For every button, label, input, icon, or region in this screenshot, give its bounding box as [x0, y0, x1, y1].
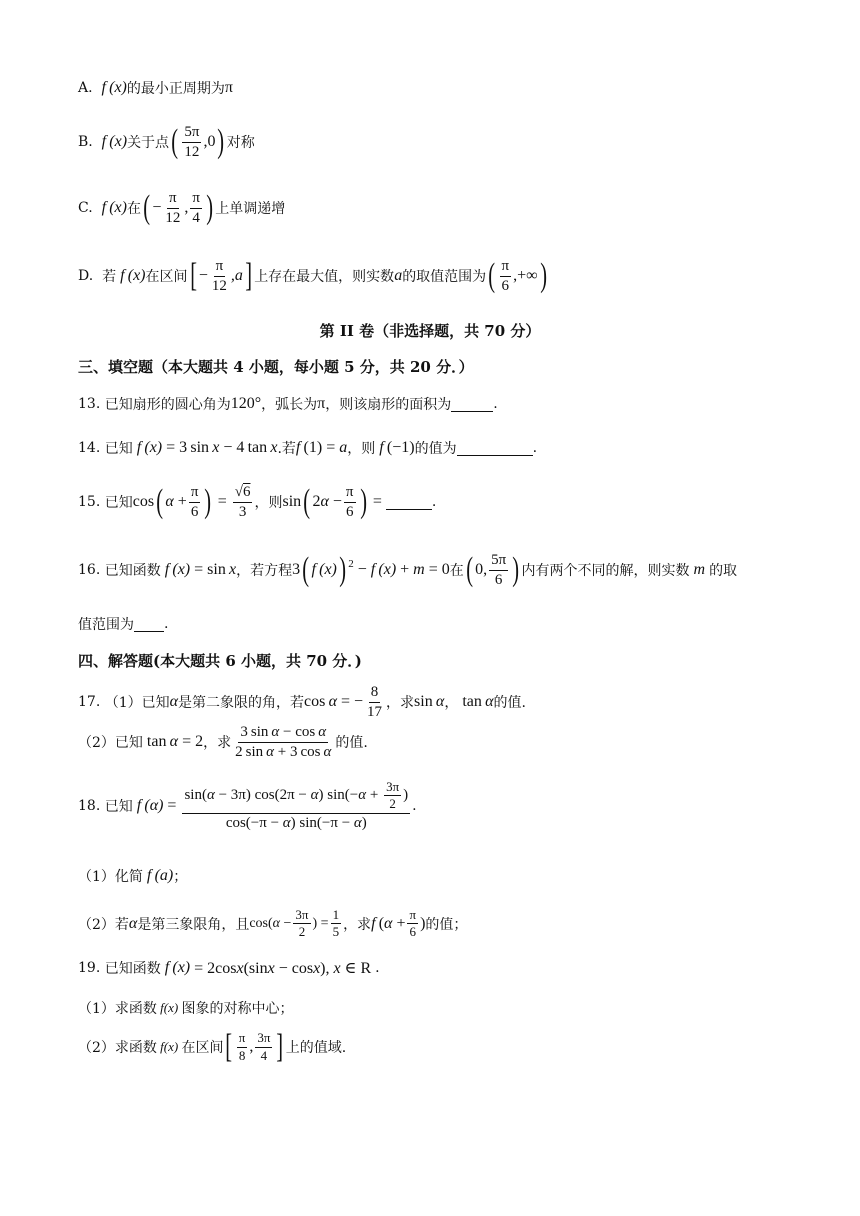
- math-expr: −: [353, 561, 371, 578]
- math-frac: $\frac{1}{5}$: [332, 907, 340, 940]
- math-expr: = sin: [190, 561, 230, 578]
- paren: (: [171, 123, 179, 160]
- math-frac: $\frac{\pi}{4}$: [192, 190, 200, 226]
- math-fx: f (x): [101, 133, 128, 150]
- option-label: D.: [78, 268, 94, 284]
- question-text: ，则: [254, 495, 283, 511]
- question-19-part1: [78, 998, 820, 1018]
- math-expr: sin: [414, 693, 433, 710]
- question-text: 的取: [709, 563, 738, 579]
- bracket: [: [189, 257, 197, 294]
- math-text: ,a: [230, 267, 243, 284]
- question-text: 已知: [104, 441, 133, 457]
- question-number: 19.: [78, 960, 101, 976]
- math-text: −: [152, 199, 162, 216]
- math-expr: α: [320, 493, 329, 510]
- option-c: [78, 190, 820, 226]
- math-expr: f (x): [160, 561, 191, 578]
- option-b: [78, 124, 820, 160]
- paren: ): [217, 123, 225, 160]
- option-text: 上单调递增: [215, 201, 286, 217]
- bracket: [: [225, 1028, 233, 1065]
- question-number: 18.: [78, 797, 101, 814]
- question-text: （1）已知: [104, 695, 170, 711]
- math-frac: $\frac{\pi}{6}$: [501, 258, 510, 294]
- question-text: 在: [449, 563, 464, 579]
- math-a: a: [394, 267, 403, 284]
- question-text: 的值.: [493, 695, 526, 711]
- question-text: .: [375, 960, 380, 976]
- question-text: （2）已知: [78, 735, 143, 751]
- math-frac: $\frac{\text{3 sin α − cos α}}{\text{2 sin α + 3 cos α}}$: [235, 724, 332, 760]
- math-expr: α: [325, 693, 337, 710]
- question-18-part2: [78, 908, 820, 940]
- question-text: .: [164, 616, 169, 632]
- math-expr: ): [420, 914, 426, 932]
- question-text: ，若方程: [236, 563, 293, 579]
- answer-blank: [134, 617, 164, 632]
- math-expr: tan: [458, 693, 482, 710]
- math-frac: $\frac{\pi}{6}$: [190, 484, 199, 520]
- math-expr: α: [165, 493, 174, 510]
- question-text: 的值；: [425, 916, 468, 933]
- option-text: 若: [102, 269, 117, 285]
- math-text: ,: [184, 199, 189, 216]
- paren: ): [359, 483, 367, 520]
- math-expr: (α +: [378, 914, 406, 932]
- question-text: .: [493, 396, 498, 412]
- paren: ): [339, 551, 346, 588]
- math-text: −: [198, 267, 208, 284]
- math-expr: f (α): [132, 796, 164, 814]
- math-expr: = 3 sin: [162, 439, 213, 456]
- paren: ): [512, 551, 520, 588]
- math-expr: m: [413, 561, 425, 578]
- question-14: [78, 438, 820, 458]
- math-fx: f (x): [116, 267, 146, 284]
- math-text: ,+∞: [513, 267, 538, 284]
- section4-title: 四、解答题(本大题共 6 小题，共 70 分．): [78, 652, 362, 670]
- question-19-part2: [78, 1030, 820, 1064]
- math-expr: −: [328, 493, 342, 510]
- math-frac: $\frac{\pi}{6}$: [345, 484, 354, 520]
- paren: (: [302, 551, 310, 588]
- question-text: 已知函数: [104, 961, 161, 977]
- paren: (: [466, 551, 473, 588]
- question-text: 内有两个不同的解，则实数: [521, 563, 690, 579]
- math-expr: ,: [249, 1038, 254, 1055]
- option-d: [78, 258, 820, 294]
- math-expr: tan: [142, 733, 167, 750]
- math-expr: (1) =: [303, 439, 340, 456]
- option-text: 对称: [226, 135, 255, 151]
- question-text: 已知扇形的圆心角为: [104, 397, 231, 413]
- math-expr: (−1): [386, 439, 415, 456]
- math-frac: $\frac{\pi}{8}$: [238, 1030, 246, 1063]
- math-frac: $\frac{8}{17}$: [367, 684, 383, 720]
- math-expr: sin: [282, 493, 302, 510]
- math-expr: cos(α −: [249, 915, 292, 931]
- math-expr: =: [163, 796, 181, 814]
- math-expr: cos: [304, 693, 326, 710]
- paren: (: [143, 189, 151, 226]
- answer-blank: [451, 397, 493, 412]
- question-number: 16.: [78, 562, 101, 578]
- question-text: （1）化简: [78, 869, 143, 885]
- math-expr: = 2: [178, 733, 204, 750]
- math-expr: f(x): [156, 1039, 182, 1054]
- math-expr: ) =: [312, 915, 329, 931]
- question-text: 已知函数: [104, 563, 161, 579]
- question-16-cont: [78, 614, 820, 634]
- volume-title: 第 II 卷（非选择题，共 70 分）: [319, 322, 541, 340]
- question-text: 在区间: [181, 1040, 224, 1056]
- question-text: ，弧长为: [261, 397, 318, 413]
- bracket: ]: [276, 1028, 284, 1065]
- math-expr: − 4 tan: [219, 439, 271, 456]
- math-expr: α: [166, 733, 179, 750]
- question-text: 已知: [104, 798, 133, 815]
- math-frac: $\frac{\pi}{6}$: [409, 907, 417, 940]
- paren: (: [488, 257, 496, 294]
- option-text: 的最小正周期为: [126, 81, 225, 97]
- math-expr: 3: [292, 561, 301, 578]
- math-expr: α: [128, 914, 138, 932]
- question-13: [78, 394, 820, 414]
- option-a: [78, 78, 820, 98]
- question-number: 14.: [78, 440, 101, 456]
- question-18-part1: [78, 866, 820, 886]
- question-text: 已知: [104, 495, 133, 511]
- math-expr: α: [481, 693, 494, 710]
- paren: ): [204, 483, 212, 520]
- paren: ): [539, 257, 547, 294]
- math-expr: 2: [312, 493, 321, 510]
- math-expr: +: [396, 561, 414, 578]
- question-text: ；: [173, 869, 188, 885]
- question-number: 15.: [78, 494, 101, 510]
- math-frac: $\frac{5\pi}{6}$: [491, 552, 507, 588]
- question-17: [78, 684, 820, 720]
- option-text: 在: [126, 201, 141, 217]
- question-text: ，: [444, 695, 459, 711]
- math-expr: α: [432, 693, 445, 710]
- option-label: B.: [78, 134, 93, 150]
- answer-blank: [386, 495, 432, 510]
- math-expr: f: [371, 914, 379, 932]
- option-text: 上存在最大值，则实数: [254, 269, 395, 285]
- question-text: 是第三象限角，且: [137, 916, 250, 933]
- bracket: ]: [245, 257, 252, 294]
- math-frac: sin(α − 3π) cos(2π − α) sin(−α + $\frac{3\pi}{2}$ ) cos(−π − α) sin(−π − α): [184, 779, 409, 831]
- math-fx: f (x): [101, 79, 127, 96]
- math-expr: =: [213, 493, 231, 510]
- math-expr: 0,: [475, 561, 488, 578]
- option-text: 在区间: [145, 269, 188, 285]
- option-label: A.: [78, 80, 93, 96]
- question-text: 的值为: [414, 441, 457, 457]
- option-text: 的取值范围为: [402, 269, 487, 285]
- question-text: ，求: [386, 695, 415, 711]
- math-frac: $\frac{3\pi}{2}$: [295, 907, 309, 940]
- question-text: ，则该扇形的面积为: [325, 397, 452, 413]
- math-frac: $\frac{3\pi}{4}$: [257, 1030, 271, 1063]
- question-text: 值范围为: [78, 617, 134, 633]
- question-18: [78, 780, 820, 831]
- section3-title: 三、填空题（本大题共 4 小题，每小题 5 分，共 20 分．）: [78, 358, 474, 376]
- answer-blank: [457, 441, 533, 456]
- math-expr: cos: [132, 493, 155, 510]
- math-expr: f (x): [311, 561, 337, 578]
- question-number: 13.: [78, 396, 101, 412]
- math-fx: f (x): [101, 199, 127, 216]
- math-expr: f (x): [132, 439, 163, 456]
- math-angle: 120°: [230, 395, 262, 412]
- math-expr: x: [212, 439, 220, 456]
- math-expr: = −: [336, 693, 364, 710]
- math-expr: =: [368, 493, 386, 510]
- question-text: .若: [277, 441, 296, 457]
- math-pi: π: [317, 395, 326, 412]
- paren: (: [156, 483, 164, 520]
- math-expr: a: [339, 439, 348, 456]
- question-text: （1）求函数: [78, 1001, 157, 1017]
- math-expr: f (x): [160, 959, 191, 976]
- math-expr: α: [169, 693, 179, 710]
- math-expr: x: [270, 439, 278, 456]
- math-expr: = 0: [424, 561, 450, 578]
- question-text: ，则: [347, 441, 376, 457]
- math-expr: f: [375, 439, 387, 456]
- question-19: [78, 958, 820, 978]
- paren: (: [303, 483, 311, 520]
- question-text: （2）求函数: [78, 1040, 157, 1056]
- math-expr: f (x): [370, 561, 397, 578]
- question-text: .: [532, 440, 538, 456]
- math-expr: f (a): [142, 867, 174, 884]
- question-text: 图象的对称中心；: [181, 1001, 294, 1017]
- math-text: ,0: [203, 133, 216, 150]
- question-text: ，求: [203, 735, 232, 751]
- math-pi: π: [224, 79, 233, 96]
- question-text: .: [431, 494, 437, 510]
- math-expr: = 2cosx(sinx − cosx), x ∈ R: [190, 960, 376, 977]
- math-expr: f(x): [156, 1000, 182, 1015]
- math-expr: x: [229, 561, 237, 578]
- question-15: [78, 484, 820, 520]
- math-expr: 2: [348, 558, 354, 570]
- math-frac: $\frac{√6}{3}$: [234, 484, 251, 520]
- math-frac: $\frac{\pi}{12}$: [165, 190, 181, 226]
- question-17-part2: [78, 724, 820, 760]
- question-text: .: [412, 797, 417, 814]
- question-number: 17.: [78, 694, 101, 710]
- question-text: 上的值域.: [285, 1040, 347, 1056]
- math-frac: $\frac{5\pi}{12}$: [184, 124, 200, 160]
- math-expr: m: [689, 561, 710, 578]
- question-text: 的值.: [335, 735, 368, 751]
- option-text: 关于点: [127, 135, 170, 151]
- math-expr: f: [295, 439, 304, 456]
- option-label: C.: [78, 200, 93, 216]
- question-text: ，求: [343, 916, 372, 933]
- question-16: [78, 552, 820, 588]
- math-frac: $\frac{\pi}{12}$: [211, 258, 227, 294]
- paren: ): [206, 189, 213, 226]
- math-expr: +: [173, 493, 187, 510]
- question-text: 是第二象限的角，若: [178, 695, 305, 711]
- question-text: （2）若: [78, 916, 129, 933]
